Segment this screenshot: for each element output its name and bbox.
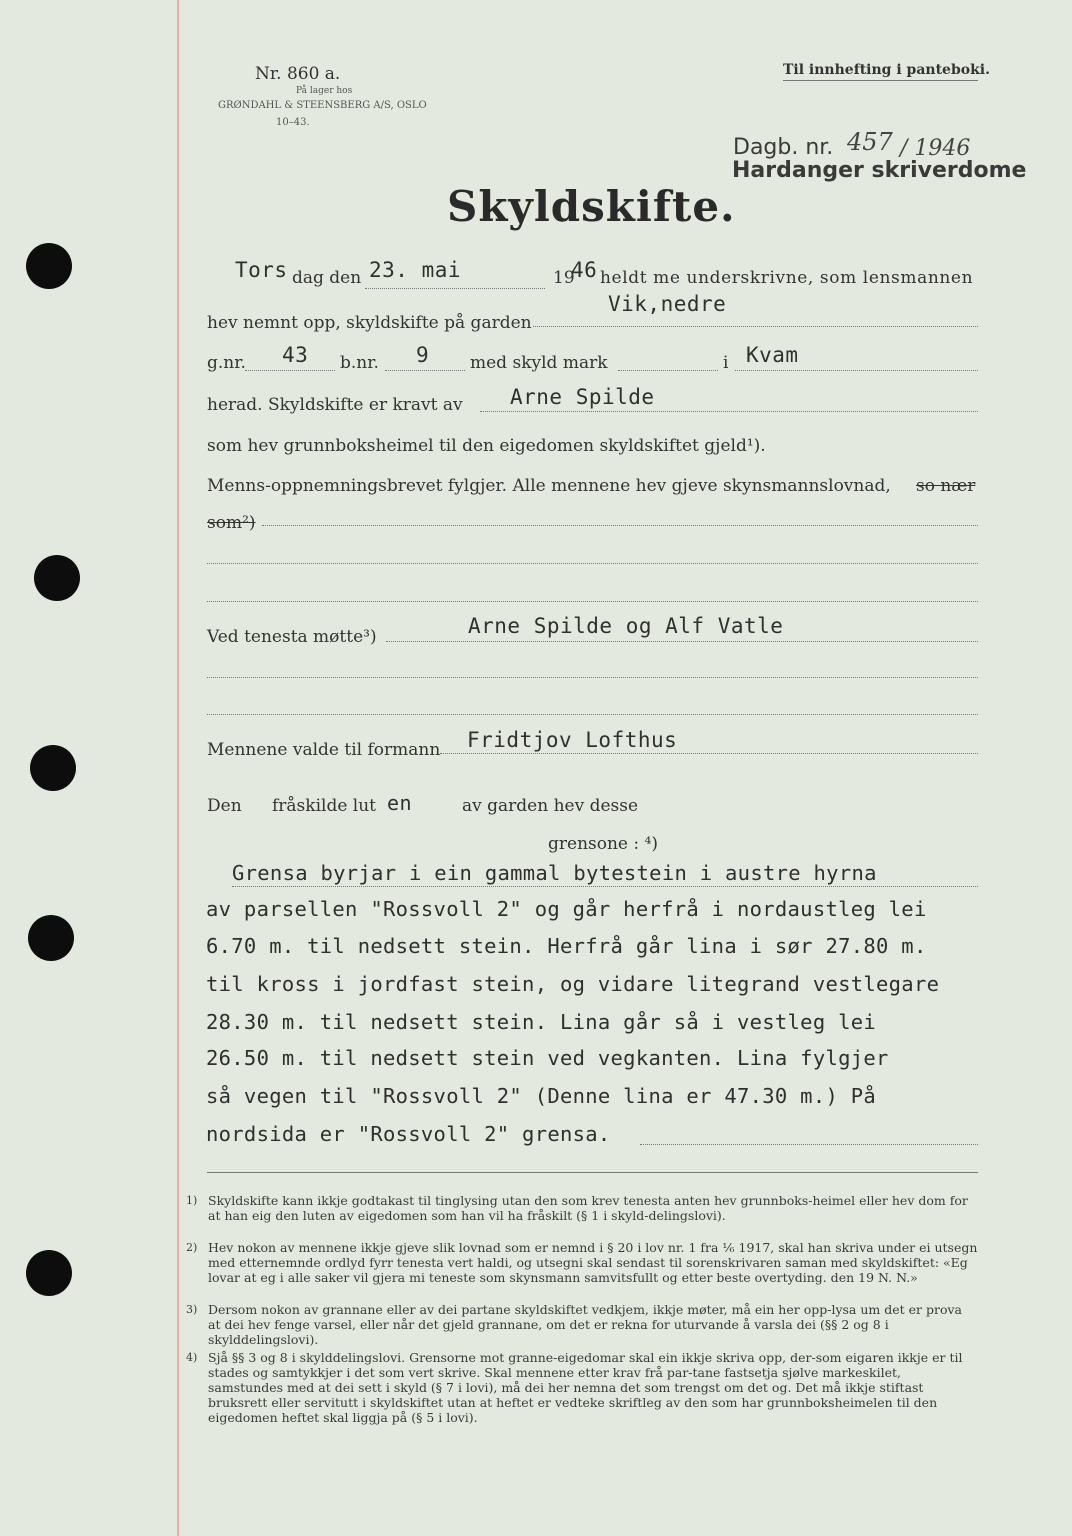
- printer-line: 10–43.: [276, 117, 310, 128]
- dotted-line: [245, 370, 335, 371]
- dotted-line: [262, 525, 978, 526]
- footnote-number: 1): [186, 1194, 198, 1207]
- formann-typed: Fridtjov Lofthus: [467, 728, 678, 752]
- garden-typed: Vik,nedre: [608, 292, 727, 316]
- fraskilde-label: fråskilde lut: [272, 796, 377, 816]
- day-typed: Tors: [235, 258, 288, 282]
- footnote: [186, 1240, 978, 1285]
- footnote-number: 3): [186, 1303, 198, 1316]
- den-label: Den: [207, 796, 242, 816]
- bnr-typed: 9: [416, 343, 430, 367]
- year-prefix: 19: [553, 268, 575, 288]
- date-typed: 23. mai: [369, 258, 462, 282]
- description-line: til kross i jordfast stein, og vidare litegrand vestlegare: [206, 972, 940, 996]
- binder-hole: [30, 745, 76, 791]
- dotted-line: [386, 641, 978, 642]
- printer-line: GRØNDAHL & STEENSBERG A/S, OSLO: [218, 100, 427, 111]
- mote-typed: Arne Spilde og Alf Vatle: [468, 614, 784, 638]
- garden-desse: av garden hev desse: [462, 796, 639, 816]
- struck-text: so nær: [916, 476, 976, 496]
- footnote-number: 2): [186, 1241, 198, 1254]
- dotted-line: [440, 753, 978, 754]
- binder-hole: [34, 555, 80, 601]
- description-line: 26.50 m. til nedsett stein ved vegkanten. Lina fylgjer: [206, 1046, 889, 1070]
- i-label: i: [723, 353, 729, 373]
- footnote-text: Skyldskifte kann ikkje godtakast til tinglysing utan den som krev tenesta anten hev grunnboks-heimel eller hev dom for at han eig den luten av eigedomen som han vil ha fråskilt (§ 1 i skyld-delingslovi).: [208, 1193, 968, 1223]
- dotted-line: [385, 370, 465, 371]
- top-right-note: Til innhefting i panteboki.: [783, 62, 990, 78]
- grensone-label: grensone : ⁴): [548, 834, 658, 854]
- lut-typed: en: [387, 791, 413, 815]
- footnote-separator: [207, 1172, 978, 1173]
- dotted-line: [533, 326, 978, 327]
- footnote: [186, 1302, 978, 1347]
- underline: [783, 80, 978, 81]
- line-4: herad. Skyldskifte er kravt av: [207, 395, 463, 415]
- dotted-line: [735, 370, 978, 371]
- description-line: av parsellen "Rossvoll 2" og går herfrå i nordaustleg lei: [206, 897, 927, 921]
- footnote-text: Sjå §§ 3 og 8 i skylddelingslovi. Grensorne mot granne-eigedomar skal ein ikkje skriva opp, der-som eigaren ikkje er til stades og samtykkjer i det som vert skrive. Skal mennene etter krav frå par-tane fastsetja sjølve markeskilet, samstundes med at dei sett i skyld (§ 7 i lovi), må dei her nemna det som trengst om det og. Det må ikkje stiftast bruksrett eller servitutt i skyldskiftet utan at heftet er vedteke skriftleg av den som har grunnboksheimelen til den eigedomen heftet skal liggja på (§ 5 i lovi).: [208, 1350, 963, 1425]
- binder-hole: [26, 243, 72, 289]
- description-line: nordsida er "Rossvoll 2" grensa.: [206, 1122, 611, 1146]
- footnote-text: Hev nokon av mennene ikkje gjeve slik lovnad som er nemnd i § 20 i lov nr. 1 fra ⅙ 1917, skal han skriva under ei utsegn med etternemnde ordlyd fyrr tenesta vert haldi, og utsegni skal sendast til sorenskrivaren saman med skyldskiftet: «Eg lovar at eg i alle saker vil gjera mi teneste som skynsmann samvitsfullt og etter beste overtyding. den 19 N. N.»: [208, 1240, 978, 1285]
- dotted-line: [207, 601, 978, 602]
- dotted-line: [232, 886, 978, 887]
- footnote-number: 4): [186, 1351, 198, 1364]
- binder-hole: [28, 915, 74, 961]
- office-stamp: Hardanger skriverdome: [732, 158, 1027, 183]
- dotted-line: [207, 714, 978, 715]
- form-number: Nr. 860 a.: [255, 64, 341, 84]
- dotted-line: [207, 563, 978, 564]
- dotted-line: [618, 370, 718, 371]
- bnr-label: b.nr.: [340, 353, 379, 373]
- mote-label: Ved tenesta møtte³): [207, 627, 377, 647]
- skyld-label: med skyld mark: [470, 353, 608, 373]
- dotted-line: [207, 677, 978, 678]
- margin-rule: [177, 0, 179, 1536]
- page-title: Skyldskifte.: [447, 182, 736, 231]
- printer-line: På lager hos: [296, 86, 353, 96]
- description-line: 6.70 m. til nedsett stein. Herfrå går lina i sør 27.80 m.: [206, 934, 927, 958]
- day-printed: dag den: [292, 268, 362, 288]
- dotted-line: [640, 1144, 978, 1145]
- dagb-number: 457: [847, 128, 893, 156]
- description-line: 28.30 m. til nedsett stein. Lina går så i vestleg lei: [206, 1010, 877, 1034]
- binder-hole: [26, 1250, 72, 1296]
- footnote-text: Dersom nokon av grannane eller av dei partane skyldskiftet vedkjem, ikkje møter, må ein her opp-lysa um det er prova at dei hev fenge varsel, eller når det gjeld grannane, om det er rekna for uturvande å varsla dei (§§ 2 og 8 i skylddelingslovi).: [208, 1302, 962, 1347]
- footnote: [186, 1193, 978, 1223]
- footnote: [186, 1350, 978, 1425]
- sentence-1: heldt me underskrivne, som lensmannen: [600, 268, 974, 288]
- year-typed: 46: [571, 258, 598, 282]
- dagb-year: / 1946: [900, 136, 971, 161]
- sentence-2: hev nemnt opp, skyldskifte på garden: [207, 313, 532, 333]
- struck-text: som²): [207, 513, 256, 533]
- line-6: Menns-oppnemningsbrevet fylgjer. Alle mennene hev gjeve skynsmannslovnad,: [207, 476, 891, 496]
- description-line: så vegen til "Rossvoll 2" (Denne lina er 47.30 m.) På: [206, 1084, 877, 1108]
- line-5: som hev grunnboksheimel til den eigedomen skyldskiftet gjeld¹).: [207, 436, 766, 456]
- dotted-line: [365, 288, 545, 289]
- herad-typed: Kvam: [746, 343, 799, 367]
- formann-label: Mennene valde til formann: [207, 740, 441, 760]
- kravt-av-typed: Arne Spilde: [510, 385, 655, 409]
- description-line: Grensa byrjar i ein gammal bytestein i austre hyrna: [232, 861, 877, 885]
- dotted-line: [480, 411, 978, 412]
- gnr-typed: 43: [282, 343, 309, 367]
- dagb-label: Dagb. nr.: [733, 135, 834, 160]
- gnr-label: g.nr.: [207, 353, 246, 373]
